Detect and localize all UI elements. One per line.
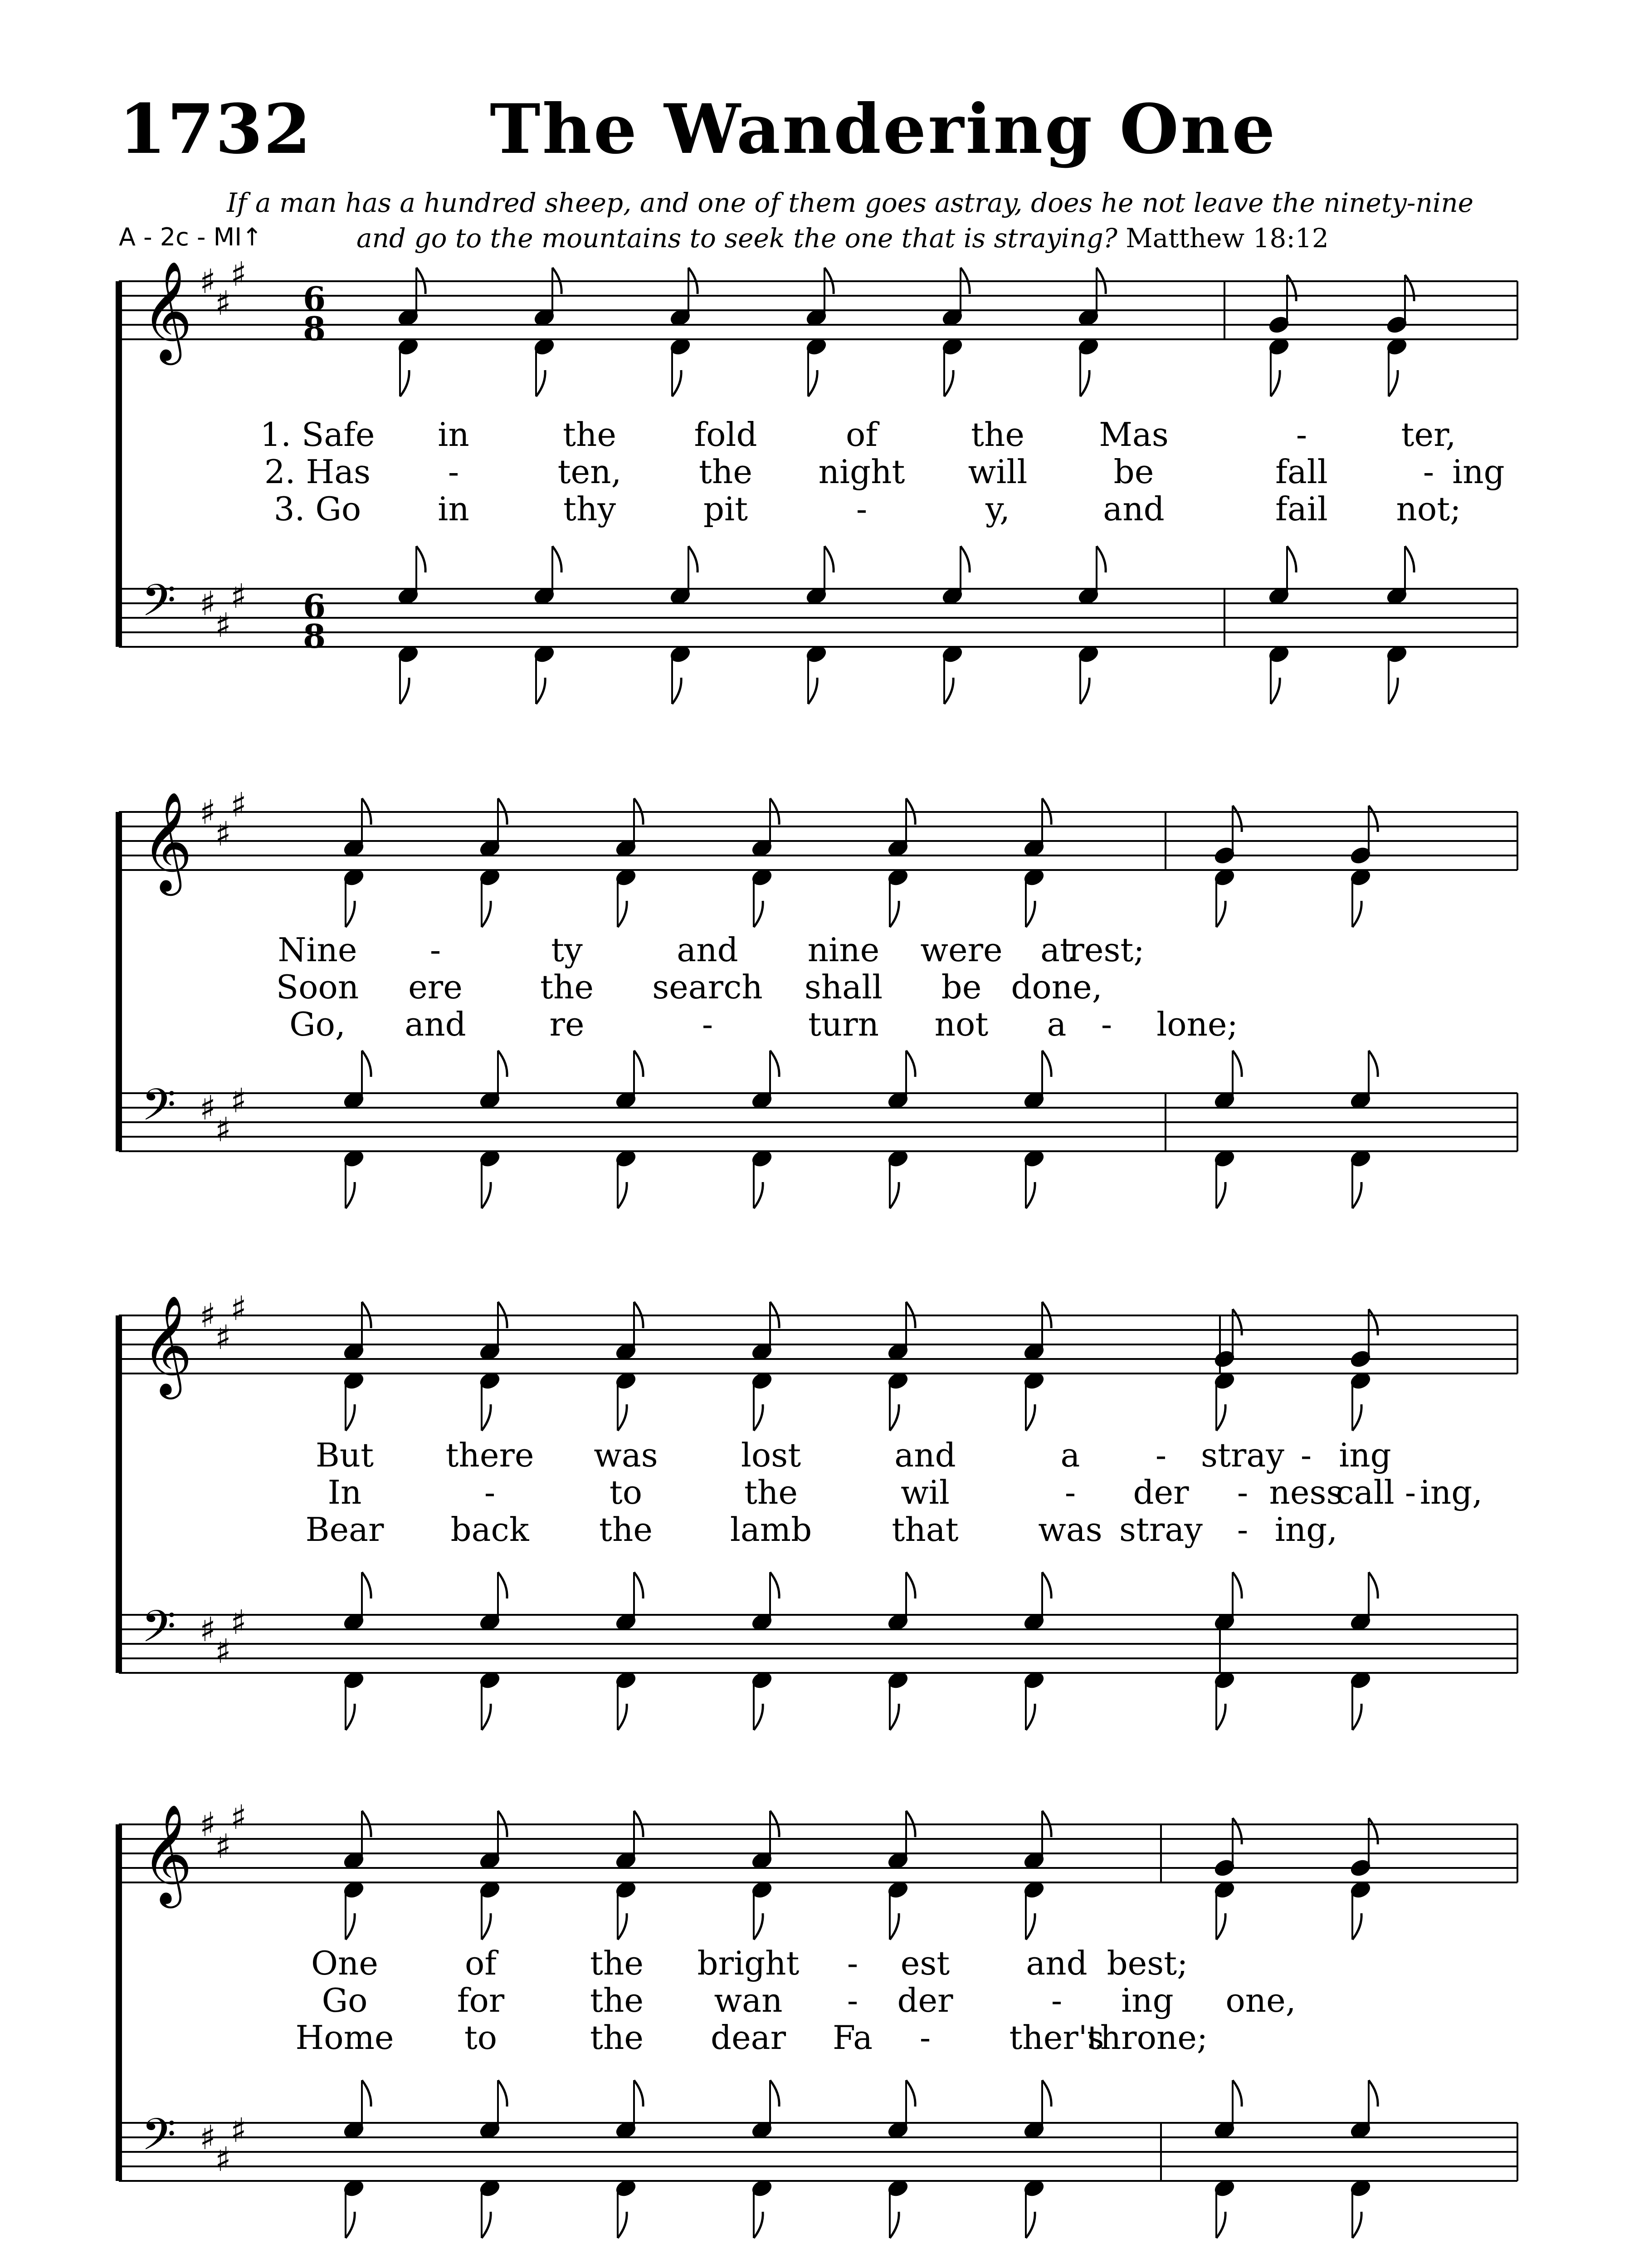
note bbox=[397, 337, 419, 396]
note bbox=[1214, 1880, 1235, 1940]
bass-clef-icon: 𝄢 bbox=[141, 574, 176, 637]
note bbox=[805, 337, 827, 396]
sharp-key-signature-icon: ♯ bbox=[215, 1632, 231, 1671]
lyric-syllable: stray bbox=[1119, 1510, 1203, 1549]
lyric-syllable: done, bbox=[1011, 968, 1102, 1006]
sharp-key-signature-icon: ♯ bbox=[230, 2111, 247, 2150]
note bbox=[615, 1051, 643, 1110]
note bbox=[479, 798, 507, 858]
note bbox=[1078, 268, 1106, 327]
lyric-syllable: a bbox=[1047, 1005, 1067, 1043]
note bbox=[887, 1811, 915, 1870]
note bbox=[615, 1811, 643, 1870]
lyric-syllable: wan bbox=[714, 1981, 783, 2019]
sharp-key-signature-icon: ♯ bbox=[230, 577, 247, 616]
note bbox=[1078, 546, 1106, 606]
sharp-key-signature-icon: ♯ bbox=[200, 1089, 216, 1128]
lyric-syllable: - bbox=[1155, 1436, 1167, 1474]
note bbox=[1214, 1149, 1235, 1208]
note bbox=[805, 546, 834, 606]
note bbox=[615, 1572, 643, 1632]
note bbox=[805, 645, 827, 704]
lyric-syllable: the bbox=[563, 415, 616, 454]
lyric-syllable: - bbox=[1296, 415, 1307, 454]
note bbox=[1023, 1671, 1045, 1730]
note bbox=[1023, 2179, 1045, 2238]
note bbox=[1386, 546, 1414, 606]
bass-clef-icon: 𝄢 bbox=[141, 1600, 176, 1663]
lyric-syllable: the bbox=[540, 968, 594, 1006]
sharp-key-signature-icon: ♯ bbox=[200, 584, 216, 623]
lyric-syllable: ing, bbox=[1274, 1510, 1338, 1549]
note bbox=[615, 1371, 637, 1431]
note bbox=[887, 1371, 909, 1431]
sharp-key-signature-icon: ♯ bbox=[230, 255, 247, 294]
note bbox=[887, 798, 915, 858]
note bbox=[343, 868, 365, 927]
note bbox=[343, 1051, 371, 1110]
note bbox=[941, 645, 963, 704]
lyric-syllable: the bbox=[971, 415, 1024, 454]
note bbox=[1023, 798, 1051, 858]
note bbox=[397, 546, 425, 606]
lyric-syllable: - bbox=[847, 1981, 858, 2019]
note bbox=[1350, 1371, 1371, 1431]
lyric-syllable: the bbox=[599, 1510, 653, 1549]
note bbox=[1078, 337, 1099, 396]
lyric-syllable: fail bbox=[1275, 490, 1328, 528]
sharp-key-signature-icon: ♯ bbox=[200, 2118, 216, 2157]
note bbox=[343, 1149, 365, 1208]
lyric-syllable: a bbox=[1060, 1436, 1080, 1474]
time-signature-bottom: 8 bbox=[303, 309, 326, 348]
lyric-syllable: - bbox=[429, 931, 441, 969]
sharp-key-signature-icon: ♯ bbox=[200, 1610, 216, 1649]
note bbox=[1268, 546, 1296, 606]
bass-clef-icon: 𝄢 bbox=[141, 1079, 176, 1141]
sharp-key-signature-icon: ♯ bbox=[215, 1827, 231, 1866]
lyric-syllable: ing, bbox=[1419, 1473, 1483, 1511]
lyric-syllable: fall bbox=[1275, 453, 1328, 491]
note bbox=[941, 546, 970, 606]
lyric-syllable: and bbox=[1026, 1944, 1088, 1982]
note bbox=[615, 2080, 643, 2140]
note bbox=[751, 868, 773, 927]
lyric-syllable: ing bbox=[1452, 453, 1505, 491]
lyric-syllable: - bbox=[702, 1005, 713, 1043]
note bbox=[533, 268, 561, 327]
note bbox=[1350, 1572, 1378, 1632]
sharp-key-signature-icon: ♯ bbox=[230, 1289, 247, 1328]
note bbox=[615, 1671, 637, 1730]
lyric-syllable: to bbox=[609, 1473, 643, 1511]
lyric-syllable: ten, bbox=[557, 453, 622, 491]
bass-clef-icon: 𝄢 bbox=[141, 2108, 176, 2171]
lyric-syllable: 1. Safe bbox=[260, 415, 375, 454]
note bbox=[887, 1302, 915, 1361]
note bbox=[1214, 1572, 1242, 1632]
note bbox=[1350, 1880, 1371, 1940]
sharp-key-signature-icon: ♯ bbox=[200, 262, 216, 301]
sharp-key-signature-icon: ♯ bbox=[215, 1110, 231, 1149]
lyric-syllable: was bbox=[1038, 1510, 1102, 1549]
note bbox=[887, 1671, 909, 1730]
lyric-syllable: back bbox=[450, 1510, 529, 1549]
lyric-syllable: re bbox=[549, 1005, 585, 1043]
note bbox=[615, 1149, 637, 1208]
lyric-syllable: be bbox=[941, 968, 982, 1006]
note bbox=[669, 337, 691, 396]
note bbox=[615, 798, 643, 858]
note bbox=[615, 868, 637, 927]
lyric-syllable: fold bbox=[694, 415, 757, 454]
note bbox=[479, 1149, 501, 1208]
lyric-syllable: not; bbox=[1396, 490, 1461, 528]
treble-clef-icon: 𝄞 bbox=[141, 1295, 193, 1395]
note bbox=[615, 1880, 637, 1940]
note bbox=[751, 2179, 773, 2238]
note bbox=[1350, 1671, 1371, 1730]
lyric-syllable: Go bbox=[322, 1981, 368, 2019]
lyric-syllable: were bbox=[920, 931, 1003, 969]
note bbox=[533, 546, 561, 606]
bass-staff bbox=[119, 1093, 1517, 1151]
sharp-key-signature-icon: ♯ bbox=[215, 2140, 231, 2179]
lyric-syllable: - bbox=[484, 1473, 496, 1511]
lyric-syllable: Nine bbox=[278, 931, 357, 969]
note bbox=[1214, 1671, 1235, 1730]
note bbox=[941, 268, 970, 327]
lyric-syllable: Go, bbox=[289, 1005, 346, 1043]
note bbox=[1023, 1371, 1045, 1431]
note bbox=[1268, 645, 1290, 704]
lyric-syllable: - bbox=[1423, 453, 1434, 491]
note bbox=[533, 337, 555, 396]
lyric-syllable: and bbox=[894, 1436, 956, 1474]
note bbox=[343, 1371, 365, 1431]
note bbox=[1023, 1051, 1051, 1110]
lyric-syllable: stray bbox=[1201, 1436, 1284, 1474]
lyric-syllable: of bbox=[846, 415, 878, 454]
lyric-syllable: and bbox=[677, 931, 738, 969]
note bbox=[343, 2179, 365, 2238]
note bbox=[1214, 868, 1235, 927]
lyric-syllable: pit bbox=[703, 490, 748, 528]
note bbox=[751, 1880, 773, 1940]
note bbox=[479, 1051, 507, 1110]
note bbox=[479, 1880, 501, 1940]
note bbox=[1386, 337, 1408, 396]
note bbox=[751, 1051, 779, 1110]
time-signature-top: 6 bbox=[303, 587, 326, 626]
note bbox=[533, 645, 555, 704]
sharp-key-signature-icon: ♯ bbox=[230, 1603, 247, 1642]
lyric-syllable: 3. Go bbox=[273, 490, 361, 528]
lyric-syllable: lost bbox=[741, 1436, 801, 1474]
lyric-syllable: to bbox=[464, 2019, 497, 2057]
treble-clef-icon: 𝄞 bbox=[141, 260, 193, 361]
sharp-key-signature-icon: ♯ bbox=[230, 1798, 247, 1837]
lyric-syllable: der bbox=[897, 1981, 953, 2019]
note bbox=[479, 868, 501, 927]
lyric-syllable: - bbox=[1237, 1473, 1249, 1511]
note bbox=[751, 798, 779, 858]
note bbox=[343, 1302, 371, 1361]
note bbox=[615, 2179, 637, 2238]
note bbox=[751, 1371, 773, 1431]
lyric-syllable: for bbox=[457, 1981, 505, 2019]
sharp-key-signature-icon: ♯ bbox=[215, 1318, 231, 1357]
lyric-syllable: ing bbox=[1121, 1981, 1174, 2019]
lyric-syllable: ing bbox=[1339, 1436, 1391, 1474]
sharp-key-signature-icon: ♯ bbox=[200, 1805, 216, 1844]
lyric-syllable: - bbox=[1300, 1436, 1312, 1474]
lyric-syllable: be bbox=[1113, 453, 1154, 491]
lyric-syllable: lone; bbox=[1156, 1005, 1238, 1043]
note bbox=[479, 1811, 507, 1870]
lyric-syllable: shall bbox=[804, 968, 883, 1006]
lyric-syllable: ty bbox=[551, 931, 583, 969]
lyric-syllable: - bbox=[1101, 1005, 1112, 1043]
note bbox=[1350, 2080, 1378, 2140]
note bbox=[1023, 868, 1045, 927]
note bbox=[343, 1880, 365, 1940]
note bbox=[1023, 2080, 1051, 2140]
lyric-syllable: of bbox=[465, 1944, 497, 1982]
lyric-syllable: One bbox=[311, 1944, 379, 1982]
lyric-syllable: the bbox=[699, 453, 752, 491]
time-signature-bottom: 8 bbox=[303, 617, 326, 655]
note bbox=[1268, 337, 1290, 396]
treble-clef-icon: 𝄞 bbox=[141, 1804, 193, 1904]
lyric-syllable: Soon bbox=[276, 968, 359, 1006]
note bbox=[1214, 2080, 1242, 2140]
lyric-syllable: rest; bbox=[1068, 931, 1145, 969]
scripture-quote-text: and go to the mountains to seek the one that is straying? bbox=[356, 223, 1117, 254]
lyric-syllable: and bbox=[405, 1005, 466, 1043]
lyric-syllable: will bbox=[968, 453, 1028, 491]
note bbox=[805, 268, 834, 327]
note bbox=[1350, 868, 1371, 927]
lyric-syllable: In bbox=[327, 1473, 362, 1511]
lyric-syllable: est bbox=[900, 1944, 950, 1982]
hymn-number: 1732 bbox=[119, 89, 312, 169]
note bbox=[479, 1371, 501, 1431]
note bbox=[669, 268, 697, 327]
note bbox=[751, 1149, 773, 1208]
lyric-syllable: ere bbox=[408, 968, 463, 1006]
lyric-syllable: one, bbox=[1225, 1981, 1296, 2019]
note bbox=[669, 645, 691, 704]
note bbox=[751, 1572, 779, 1632]
note bbox=[1350, 1149, 1371, 1208]
note bbox=[887, 868, 909, 927]
treble-staff bbox=[119, 812, 1517, 870]
sharp-key-signature-icon: ♯ bbox=[230, 1081, 247, 1120]
lyric-syllable: not bbox=[934, 1005, 989, 1043]
bass-staff bbox=[119, 1615, 1517, 1673]
note bbox=[887, 1572, 915, 1632]
tune-code: A - 2c - MI↑ bbox=[119, 223, 263, 251]
sharp-key-signature-icon: ♯ bbox=[200, 793, 216, 832]
lyric-syllable: was bbox=[594, 1436, 658, 1474]
lyric-syllable: Home bbox=[295, 2019, 394, 2057]
sharp-key-signature-icon: ♯ bbox=[215, 606, 231, 645]
note bbox=[887, 1149, 909, 1208]
lyric-syllable: Bear bbox=[305, 1510, 384, 1549]
note bbox=[1023, 1302, 1051, 1361]
lyric-syllable: - bbox=[1237, 1510, 1249, 1549]
lyric-syllable: 2. Has bbox=[264, 453, 371, 491]
bass-staff bbox=[119, 2123, 1517, 2181]
note bbox=[343, 1671, 365, 1730]
lyric-syllable: - bbox=[919, 2019, 931, 2057]
lyric-syllable: search bbox=[652, 968, 763, 1006]
lyric-syllable: der bbox=[1133, 1473, 1189, 1511]
note bbox=[751, 2080, 779, 2140]
lyric-syllable: at bbox=[1040, 931, 1073, 969]
lyric-syllable: - bbox=[856, 490, 868, 528]
note bbox=[479, 2179, 501, 2238]
lyric-syllable: the bbox=[590, 2019, 644, 2057]
note bbox=[1023, 1572, 1051, 1632]
lyric-syllable: lamb bbox=[730, 1510, 812, 1549]
lyric-syllable: thy bbox=[563, 490, 616, 528]
lyric-syllable: ness bbox=[1269, 1473, 1343, 1511]
note bbox=[397, 268, 425, 327]
note bbox=[751, 1302, 779, 1361]
note bbox=[1078, 645, 1099, 704]
note bbox=[941, 337, 963, 396]
lyric-syllable: that bbox=[892, 1510, 959, 1549]
note bbox=[1350, 2179, 1371, 2238]
lyric-syllable: the bbox=[590, 1981, 644, 2019]
note bbox=[1386, 645, 1408, 704]
lyric-syllable: - bbox=[1405, 1473, 1416, 1511]
lyric-syllable: - bbox=[847, 1944, 858, 1982]
note bbox=[343, 1811, 371, 1870]
note bbox=[397, 645, 419, 704]
treble-staff bbox=[119, 1315, 1517, 1374]
lyric-syllable: - bbox=[1064, 1473, 1076, 1511]
hymn-title: The Wandering One bbox=[490, 89, 1277, 169]
lyric-syllable: turn bbox=[808, 1005, 879, 1043]
note bbox=[1214, 2179, 1235, 2238]
scripture-quote-line-1: If a man has a hundred sheep, and one of them goes astray, does he not leave the ninety-nine bbox=[227, 187, 1474, 218]
lyric-syllable: in bbox=[438, 415, 469, 454]
note bbox=[887, 2080, 915, 2140]
note bbox=[343, 1572, 371, 1632]
sharp-key-signature-icon: ♯ bbox=[230, 786, 247, 825]
note bbox=[887, 2179, 909, 2238]
lyric-syllable: the bbox=[744, 1473, 798, 1511]
lyric-syllable: - bbox=[1051, 1981, 1063, 2019]
lyric-syllable: there bbox=[445, 1436, 534, 1474]
sharp-key-signature-icon: ♯ bbox=[200, 1296, 216, 1335]
lyric-syllable: ther's bbox=[1009, 2019, 1104, 2057]
lyric-syllable: and bbox=[1103, 490, 1165, 528]
lyric-syllable: wil bbox=[901, 1473, 950, 1511]
note bbox=[479, 1302, 507, 1361]
treble-clef-icon: 𝄞 bbox=[141, 791, 193, 891]
note bbox=[615, 1302, 643, 1361]
lyric-syllable: - bbox=[448, 453, 459, 491]
note bbox=[1023, 1880, 1045, 1940]
lyric-syllable: best; bbox=[1107, 1944, 1188, 1982]
lyric-syllable: dear bbox=[710, 2019, 786, 2057]
lyric-syllable: call bbox=[1336, 1473, 1395, 1511]
scripture-citation: Matthew 18:12 bbox=[1126, 223, 1329, 254]
note bbox=[887, 1051, 915, 1110]
note bbox=[343, 2080, 371, 2140]
note bbox=[1350, 1051, 1378, 1110]
lyric-syllable: y, bbox=[985, 490, 1010, 528]
sharp-key-signature-icon: ♯ bbox=[215, 284, 231, 323]
lyric-syllable: ter, bbox=[1401, 415, 1456, 454]
lyric-syllable: throne; bbox=[1087, 2019, 1208, 2057]
lyric-syllable: nine bbox=[807, 931, 880, 969]
note bbox=[887, 1880, 909, 1940]
lyric-syllable: Fa bbox=[833, 2019, 873, 2057]
note bbox=[1023, 1811, 1051, 1870]
lyric-syllable: night bbox=[818, 453, 905, 491]
note bbox=[1214, 1371, 1235, 1431]
note bbox=[751, 1671, 773, 1730]
time-signature-top: 6 bbox=[303, 279, 326, 318]
note bbox=[479, 1572, 507, 1632]
lyric-syllable: Mas bbox=[1099, 415, 1169, 454]
sharp-key-signature-icon: ♯ bbox=[215, 815, 231, 854]
note bbox=[669, 546, 697, 606]
treble-staff bbox=[119, 1824, 1517, 1882]
note bbox=[1214, 1051, 1242, 1110]
note bbox=[479, 2080, 507, 2140]
lyric-syllable: But bbox=[315, 1436, 374, 1474]
note bbox=[343, 798, 371, 858]
note bbox=[479, 1671, 501, 1730]
note bbox=[1023, 1149, 1045, 1208]
lyric-syllable: bright bbox=[697, 1944, 800, 1982]
note bbox=[751, 1811, 779, 1870]
lyric-syllable: in bbox=[438, 490, 469, 528]
lyric-syllable: the bbox=[590, 1944, 644, 1982]
